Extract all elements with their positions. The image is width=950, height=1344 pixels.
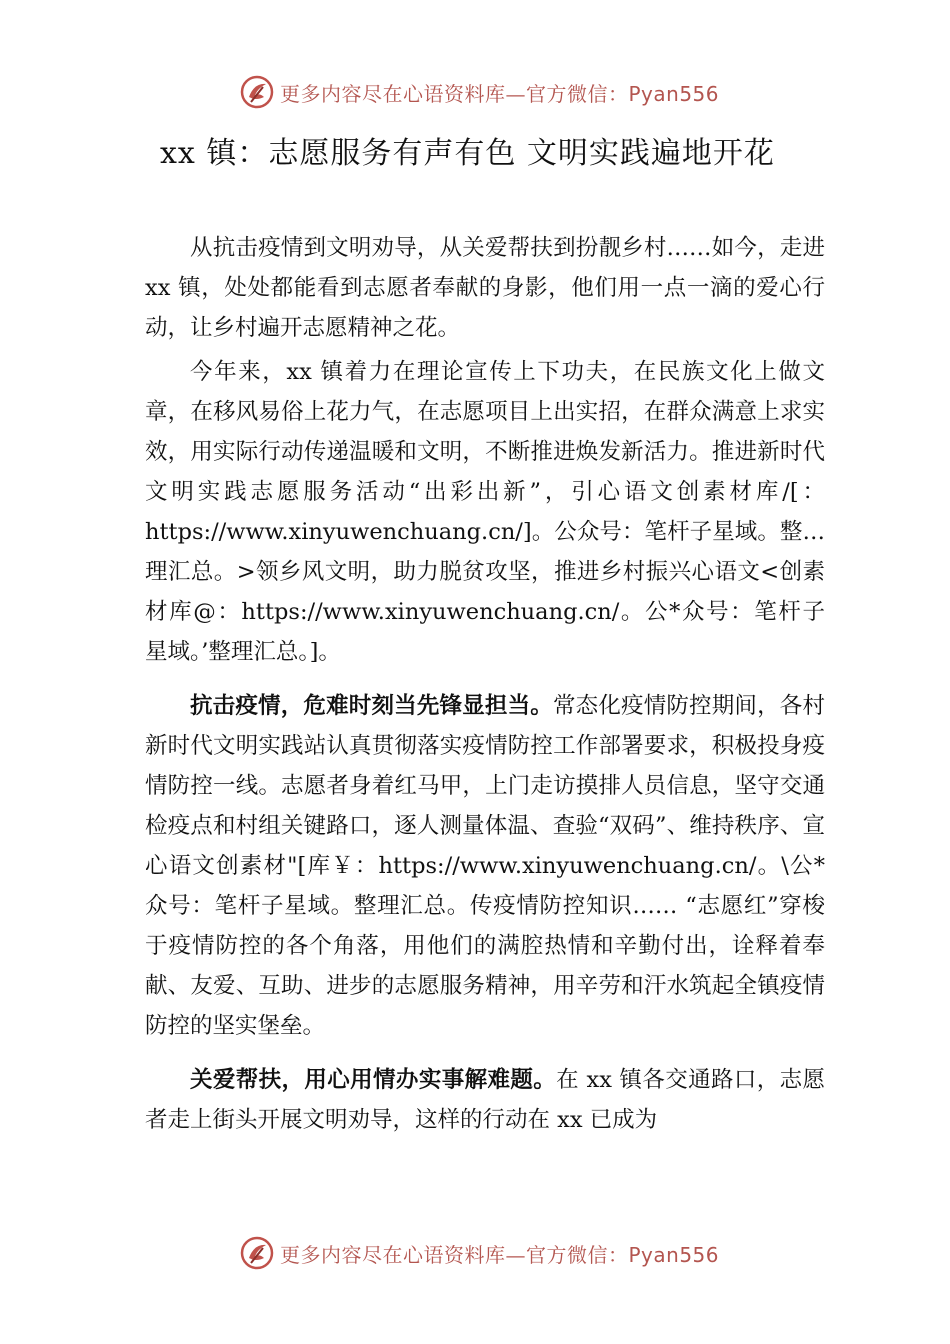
header-watermark-banner [0, 72, 950, 112]
page-title: xx 镇：志愿服务有声有色 文明实践遍地开花 [160, 136, 775, 171]
article-body [145, 228, 825, 1140]
paragraph: 抗击疫情，危难时刻当先锋显担当。常态化疫情防控期间，各村新时代文明实践站认真贯彻落实疫情防控工作部署要求，积极投身疫情防控一线。志愿者身着红马甲，上门走访摸排人员信息，坚守交通检疫点和村组关键路口，逐人测量体温、查验“双码”、维持秩序、宣心语文创素材"[库￥：https://www.xinyuwenchuang.cn/。\公*众号：笔杆子星域。整理汇总。传疫情防控知识…… “志愿红”穿梭于疫情防控的各个角落，用他们的满腔热情和辛勤付出，诠释着奉献、友爱、互助、进步的志愿服务精神，用辛劳和汗水筑起全镇疫情防控的坚实堡垒。 [145, 693, 825, 1039]
banner-wechat-id: Pyan556 [628, 1242, 720, 1267]
banner-text: 更多内容尽在心语资料库—官方微信：Pyan556 [280, 1242, 720, 1267]
footer-watermark-banner [0, 1233, 950, 1273]
paragraph: 今年来，xx 镇着力在理论宣传上下功夫，在民族文化上做文章，在移风易俗上花力气，在志愿项目上出实招，在群众满意上求实效，用实际行动传递温暖和文明，不断推进焕发新活力。推进新时代文明实践志愿服务活动“出彩出新”，引心语文创素材库/[：https://www.xinyuwenchuang.cn/]。公众号：笔杆子星域。整…理汇总。>领乡风文明，助力脱贫攻坚，推进乡村振兴心语文<创素材库@：https://www.xinyuwenchuang.cn/。公*众号：笔杆子星域。’整理汇总。]。 [145, 359, 825, 665]
logo-icon [240, 75, 274, 109]
paragraph: 关爱帮扶，用心用情办实事解难题。在 xx 镇各交通路口，志愿者走上街头开展文明劝导，这样的行动在 xx 已成为 [145, 1067, 825, 1133]
banner-text: 更多内容尽在心语资料库—官方微信：Pyan556 [280, 81, 720, 106]
paragraph: 从抗击疫情到文明劝导，从关爱帮扶到扮靓乡村……如今，走进 xx 镇，处处都能看到志愿者奉献的身影，他们用一点一滴的爱心行动，让乡村遍开志愿精神之花。 [145, 235, 825, 341]
logo-icon [240, 1236, 274, 1270]
banner-wechat-id: Pyan556 [628, 81, 720, 106]
paragraph-lead: 关爱帮扶，用心用情办实事解难题。 [190, 1067, 557, 1093]
paragraph-lead: 抗击疫情，危难时刻当先锋显担当。 [190, 693, 553, 719]
